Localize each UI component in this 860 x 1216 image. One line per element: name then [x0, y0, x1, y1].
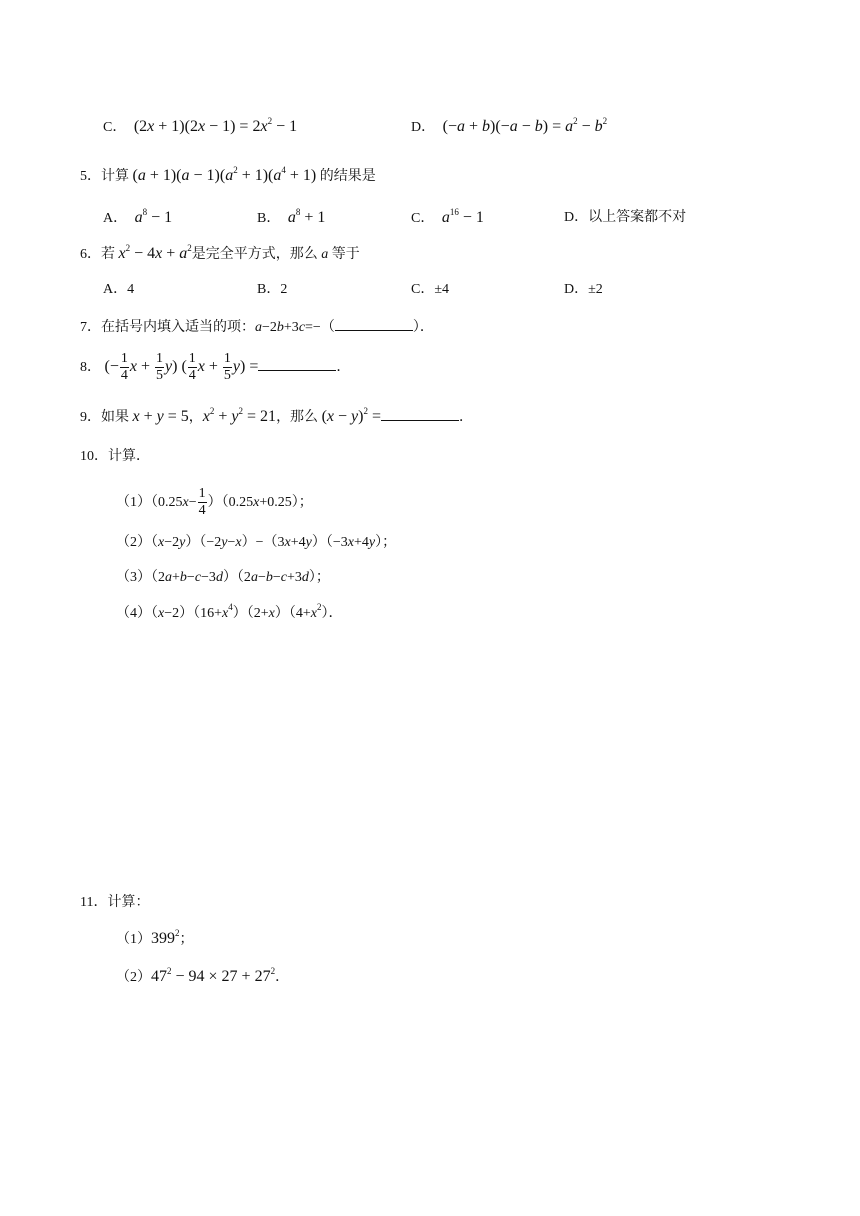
math-expression: $(x-2)(16+x^4)(2+x)(4+x^2)$． — [151, 602, 343, 621]
q6-option-c — [411, 280, 449, 300]
math-expression: （2a+b−c−3d）（2a−b−c+3d）； — [151, 570, 330, 585]
math-expression: （0.25x− $\frac{1}{4}$ ）（0.25x+0.25）； — [151, 486, 313, 519]
question-number: 11． — [80, 895, 108, 910]
math-expression: (− $\frac{1}{4}$ x + $\frac{1}{5}$ y) ( $\frac{1}{4}$ x + $\frac{1}{5}$ y) = — [104, 350, 259, 383]
math-expression: $47^2 - 94 \times 27 + 27^2$ — [151, 966, 276, 985]
question-text: 计算． — [108, 449, 150, 464]
q4-option-d — [411, 117, 607, 138]
option-label: C． — [411, 211, 435, 226]
option-label: C． — [411, 282, 435, 297]
option-text: 4 — [127, 282, 135, 297]
option-label: D． — [411, 120, 436, 135]
question-11-stem — [80, 893, 149, 913]
q6-option-a — [103, 280, 134, 300]
option-text: 2 — [280, 282, 288, 297]
question-number: 6． — [80, 247, 101, 262]
option-label: C． — [103, 120, 127, 135]
option-text: 以上答案都不对 — [588, 210, 687, 225]
question-number: 9． — [80, 410, 101, 425]
question-5-stem — [80, 166, 376, 187]
option-text: ±4 — [434, 282, 450, 297]
question-text: 在括号内填入适当的项： — [101, 320, 255, 335]
question-number: 5． — [80, 169, 101, 184]
math-expression: $a^8 + 1$ — [287, 207, 326, 226]
question-text: 计算： — [107, 895, 150, 910]
q6-option-b — [257, 280, 287, 300]
q10-item-2 — [116, 533, 396, 553]
answer-blank[interactable] — [335, 316, 413, 331]
question-number: 10． — [80, 449, 108, 464]
option-label: A． — [103, 282, 128, 297]
question-number: 7． — [80, 320, 101, 335]
question-tail: ． — [336, 360, 351, 375]
punctuation: ； — [179, 932, 194, 947]
option-label: B． — [257, 282, 281, 297]
question-tail: ． — [419, 320, 434, 335]
question-text: ，那么 — [276, 410, 319, 425]
q10-item-1 — [116, 481, 313, 525]
question-10-stem — [80, 447, 150, 467]
question-text: 如果 — [101, 410, 129, 425]
option-text: ±2 — [588, 282, 603, 297]
option-label: B． — [257, 211, 281, 226]
math-expression: $a^8 - 1$ — [134, 207, 173, 226]
question-text: 等于 — [331, 247, 360, 262]
item-number: （3） — [116, 570, 151, 585]
math-expression: $(x - y)^2$ = — [321, 406, 381, 425]
item-number: （2） — [116, 535, 151, 550]
math-expression: $x^2 - 4x + a^2$ — [118, 243, 192, 262]
q10-item-3 — [116, 568, 330, 588]
q5-option-b — [257, 208, 325, 229]
question-9-stem — [80, 406, 473, 428]
math-expression: $(-a + b)(-a - b) = a^2 - b^2$ — [438, 116, 608, 135]
q5-option-a — [103, 208, 172, 229]
q6-option-d — [564, 280, 603, 300]
q11-item-2 — [116, 967, 289, 988]
math-expression: （x−2y）（−2y−x）−（3x+4y）（−3x+4y）； — [151, 535, 397, 550]
q10-item-4 — [116, 604, 342, 624]
question-text: ， — [188, 410, 203, 425]
math-expression: $399^2$ — [151, 928, 180, 947]
q11-item-1 — [116, 929, 194, 950]
question-text: 是完全平方式，那么 — [191, 247, 318, 262]
answer-blank[interactable] — [381, 406, 459, 421]
question-text: 若 — [101, 247, 115, 262]
math-expression: x + y = 5 — [132, 408, 189, 425]
item-number: （1） — [116, 932, 151, 947]
item-number: （2） — [116, 970, 151, 985]
math-expression: $(a + 1)(a - 1)(a^2 + 1)(a^4 + 1)$ — [132, 165, 317, 184]
option-label: D． — [564, 210, 589, 225]
question-6-stem — [80, 244, 360, 265]
math-expression: $x^2 + y^2 = 21$ — [202, 406, 277, 425]
question-8-stem — [80, 345, 350, 390]
math-expression: a−2b+3c=−（ ） — [255, 320, 420, 335]
question-tail: ． — [459, 410, 473, 425]
question-number: 8． — [80, 360, 101, 375]
item-number: （4） — [116, 606, 151, 621]
q5-option-d — [564, 208, 686, 228]
q4-option-c — [103, 117, 297, 138]
punctuation: ． — [275, 970, 290, 985]
math-expression: $(2x + 1)(2x - 1) = 2x^2 - 1$ — [129, 116, 298, 135]
item-number: （1） — [116, 495, 151, 510]
question-text: 计算 — [101, 169, 129, 184]
q5-option-c — [411, 208, 484, 229]
question-7-stem — [80, 316, 434, 338]
option-label: D． — [564, 282, 589, 297]
variable: a — [321, 247, 329, 262]
math-expression: $a^{16} - 1$ — [441, 207, 484, 226]
question-text: 的结果是 — [319, 169, 376, 184]
answer-blank[interactable] — [258, 356, 336, 371]
option-label: A． — [103, 211, 128, 226]
